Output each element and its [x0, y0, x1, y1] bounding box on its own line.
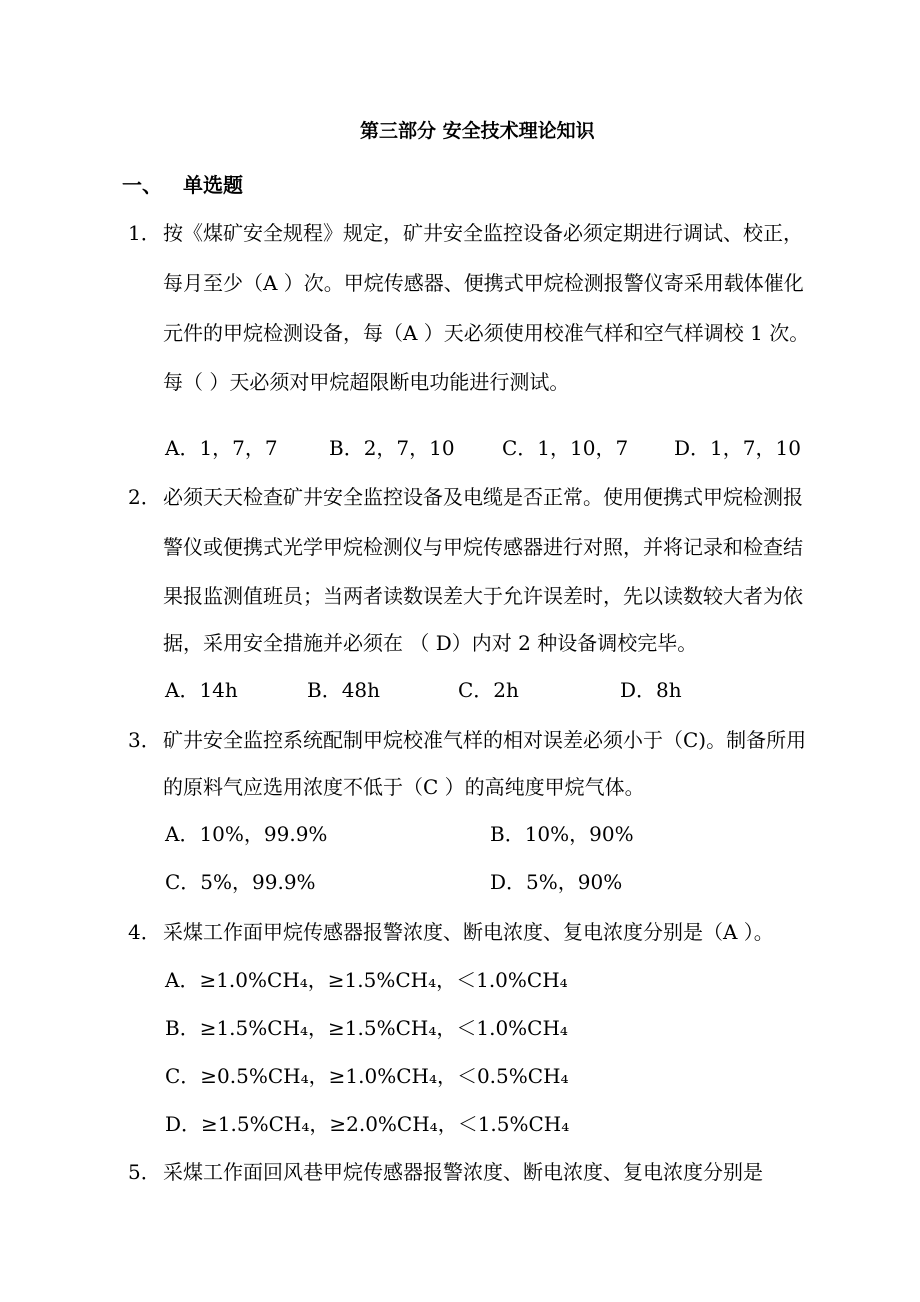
question-number: 1．	[128, 221, 161, 245]
question-number: 2．	[128, 485, 161, 509]
question-text-line: 每（ ）天必须对甲烷超限断电功能进行测试。	[163, 370, 570, 394]
option-d: D．8h	[620, 678, 682, 702]
question-text-line: 矿井安全监控系统配制甲烷校准气样的相对误差必须小于（C)。制备所用	[163, 728, 807, 752]
option-b: B．10%，90%	[490, 822, 634, 846]
part-title: 第三部分 安全技术理论知识	[360, 120, 595, 142]
question-number: 4．	[128, 920, 161, 944]
question-text-line: 元件的甲烷检测设备，每（A ）天必须使用校准气样和空气样调校 1 次。	[163, 321, 810, 345]
option-d: D．5%，90%	[490, 870, 623, 894]
question-text-line: 果报监测值班员；当两者读数误差大于允许误差时，先以读数较大者为依	[163, 584, 803, 608]
option-c: C．5%，99.9%	[165, 870, 316, 894]
question-text-line: 按《煤矿安全规程》规定，矿井安全监控设备必须定期进行调试、校正，	[163, 221, 803, 245]
question-number: 5．	[128, 1160, 161, 1184]
option-d: D．≥1.5%CH₄，≥2.0%CH₄，＜1.5%CH₄	[165, 1112, 570, 1136]
option-a: A．≥1.0%CH₄，≥1.5%CH₄，＜1.0%CH₄	[165, 968, 568, 992]
question-text-line: 每月至少（A ）次。甲烷传感器、便携式甲烷检测报警仪寄采用载体催化	[163, 271, 804, 295]
option-a: A．10%，99.9%	[165, 822, 328, 846]
option-b: B．≥1.5%CH₄，≥1.5%CH₄，＜1.0%CH₄	[165, 1016, 568, 1040]
section-title: 一、 单选题	[122, 173, 243, 197]
question-text-line: 的原料气应选用浓度不低于（C ）的高纯度甲烷气体。	[163, 775, 645, 799]
option-a: A．1，7，7	[165, 436, 278, 460]
option-b: B．48h	[307, 678, 381, 702]
option-c: C．1，10，7	[502, 436, 629, 460]
question-text-line: 必须天天检查矿井安全监控设备及电缆是否正常。使用便携式甲烷检测报	[163, 485, 803, 509]
question-text-line: 采煤工作面甲烷传感器报警浓度、断电浓度、复电浓度分别是（A ）。	[163, 920, 774, 944]
option-c: C．2h	[458, 678, 519, 702]
question-text-line: 警仪或便携式光学甲烷检测仪与甲烷传感器进行对照，并将记录和检查结	[163, 535, 803, 559]
option-c: C．≥0.5%CH₄，≥1.0%CH₄，＜0.5%CH₄	[165, 1064, 569, 1088]
option-b: B．2，7，10	[329, 436, 455, 460]
question-text-line: 采煤工作面回风巷甲烷传感器报警浓度、断电浓度、复电浓度分别是	[163, 1160, 763, 1184]
option-d: D．1，7，10	[674, 436, 801, 460]
question-text-line: 据，采用安全措施并必须在 （ D）内对 2 种设备调校完毕。	[163, 631, 698, 655]
question-number: 3．	[128, 728, 161, 752]
option-a: A．14h	[165, 678, 238, 702]
